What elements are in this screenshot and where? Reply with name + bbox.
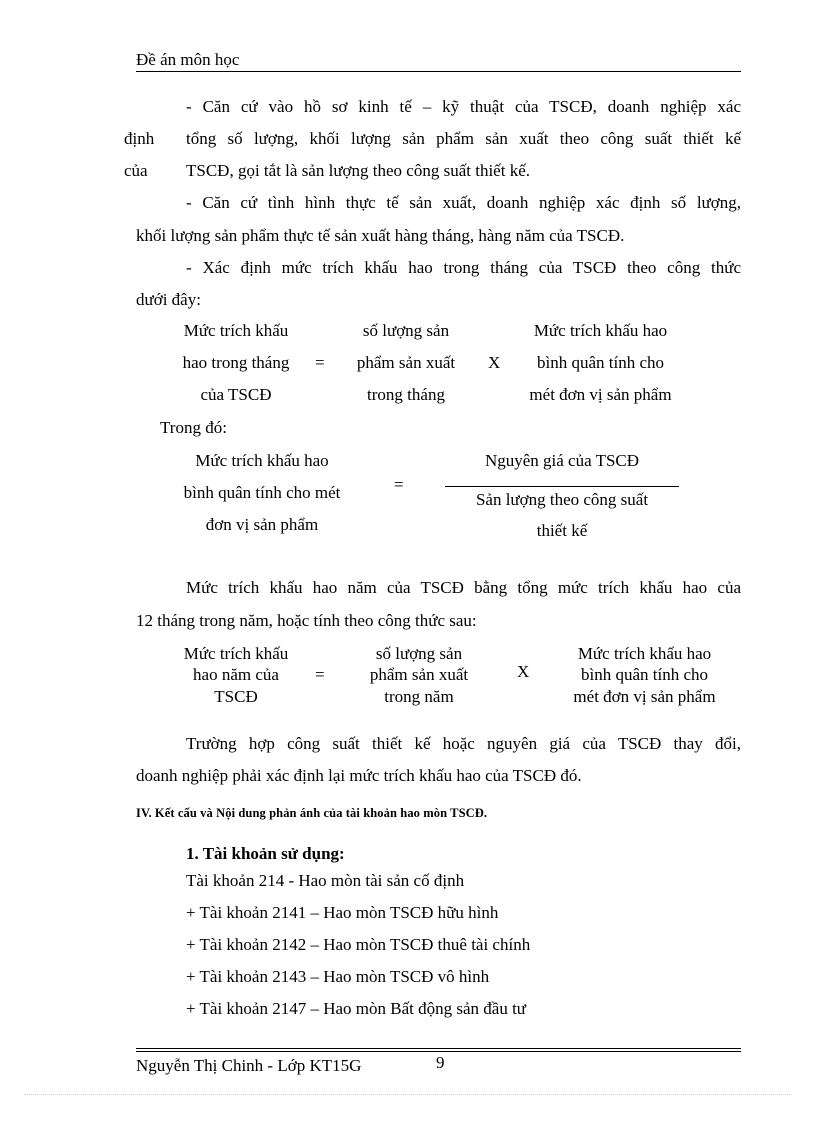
multiply-sign: X <box>488 353 501 372</box>
paragraph-line: Mức trích khấu hao năm của TSCĐ bằng tổng mức trích khấu hao của <box>186 578 741 597</box>
paragraph-line: TSCĐ, gọi tắt là sản lượng theo công suất thiết kế. <box>186 161 530 180</box>
formula-mid-line: trong tháng <box>367 385 445 404</box>
page-edge-dotted-line <box>24 1094 792 1095</box>
paragraph-line: Trường hợp công suất thiết kế hoặc nguyên giá của TSCĐ thay đổi, <box>186 734 741 753</box>
equals-sign: = <box>315 353 325 372</box>
paragraph-margin-word: của <box>124 161 148 180</box>
list-item: + Tài khoản 2147 – Hao mòn Bất động sản đầu tư <box>186 999 527 1018</box>
formula-left-line: TSCĐ <box>214 687 258 706</box>
formula-right-line: Mức trích khấu hao <box>533 321 668 340</box>
formula-left-line: Mức trích khấu <box>183 321 289 340</box>
list-item: + Tài khoản 2141 – Hao mòn TSCĐ hữu hình <box>186 903 499 922</box>
fraction-denominator: thiết kế <box>536 521 588 540</box>
footer-divider <box>136 1048 741 1049</box>
formula-mid-line: số lượng sản <box>362 321 450 340</box>
formula-left-line: đơn vị sản phẩm <box>205 515 319 534</box>
formula-right-line: bình quân tính cho <box>536 353 664 372</box>
paragraph-line: dưới đây: <box>136 290 201 309</box>
formula-mid-line: số lượng sản <box>375 644 463 663</box>
paragraph-line: khối lượng sản phẩm thực tế sản xuất hàng tháng, hàng năm của TSCĐ. <box>136 226 625 245</box>
paragraph-line: - Căn cứ vào hồ sơ kinh tế – kỹ thuật của TSCĐ, doanh nghiệp xác <box>186 97 741 116</box>
paragraph-line: - Căn cứ tình hình thực tế sản xuất, doanh nghiệp xác định số lượng, <box>186 193 741 212</box>
equals-sign: = <box>315 665 325 684</box>
multiply-sign: X <box>517 662 530 681</box>
header-divider <box>136 71 741 72</box>
paragraph-line: - Xác định mức trích khấu hao trong tháng của TSCĐ theo công thức <box>186 258 741 277</box>
formula-mid-line: phẩm sản xuất <box>356 353 456 372</box>
formula-mid-line: phẩm sản xuất <box>369 665 469 684</box>
fraction-bar <box>445 486 679 487</box>
where-label: Trong đó: <box>160 418 227 437</box>
formula-right-line: mét đơn vị sản phẩm <box>573 687 716 706</box>
formula-left-line: hao trong tháng <box>182 353 290 372</box>
footer-author: Nguyễn Thị Chinh - Lớp KT15G <box>136 1056 362 1075</box>
equals-sign: = <box>394 475 404 494</box>
formula-right-line: Mức trích khấu hao <box>577 644 712 663</box>
page-header-title: Đề án môn học <box>136 50 240 69</box>
fraction-denominator: Sản lượng theo công suất <box>475 490 649 509</box>
footer-divider <box>136 1051 741 1052</box>
formula-mid-line: trong năm <box>384 687 454 706</box>
paragraph-line: tổng số lượng, khối lượng sản phẩm sản xuất theo công suất thiết kế <box>186 129 741 148</box>
list-item: + Tài khoản 2142 – Hao mòn TSCĐ thuê tài chính <box>186 935 531 954</box>
list-item: + Tài khoản 2143 – Hao mòn TSCĐ vô hình <box>186 967 490 986</box>
formula-left-line: hao năm của <box>193 665 279 684</box>
formula-right-line: mét đơn vị sản phẩm <box>529 385 672 404</box>
list-item: Tài khoản 214 - Hao mòn tài sản cố định <box>186 871 465 890</box>
fraction-numerator: Nguyên giá của TSCĐ <box>484 451 640 470</box>
paragraph-margin-word: định <box>124 129 155 148</box>
subsection-heading: 1. Tài khoản sử dụng: <box>186 844 345 863</box>
formula-right-line: bình quân tính cho <box>580 665 708 684</box>
formula-left-line: Mức trích khấu hao <box>195 451 329 470</box>
paragraph-line: doanh nghiệp phải xác định lại mức trích khấu hao của TSCĐ đó. <box>136 766 582 785</box>
formula-left-line: bình quân tính cho mét <box>183 483 341 502</box>
formula-left-line: Mức trích khấu <box>183 644 289 663</box>
page-number: 9 <box>436 1053 445 1072</box>
paragraph-line: 12 tháng trong năm, hoặc tính theo công thức sau: <box>136 611 477 630</box>
formula-left-line: của TSCĐ <box>200 385 272 404</box>
section-heading: IV. Kết cấu và Nội dung phản ánh của tài khoản hao mòn TSCĐ. <box>136 806 488 820</box>
